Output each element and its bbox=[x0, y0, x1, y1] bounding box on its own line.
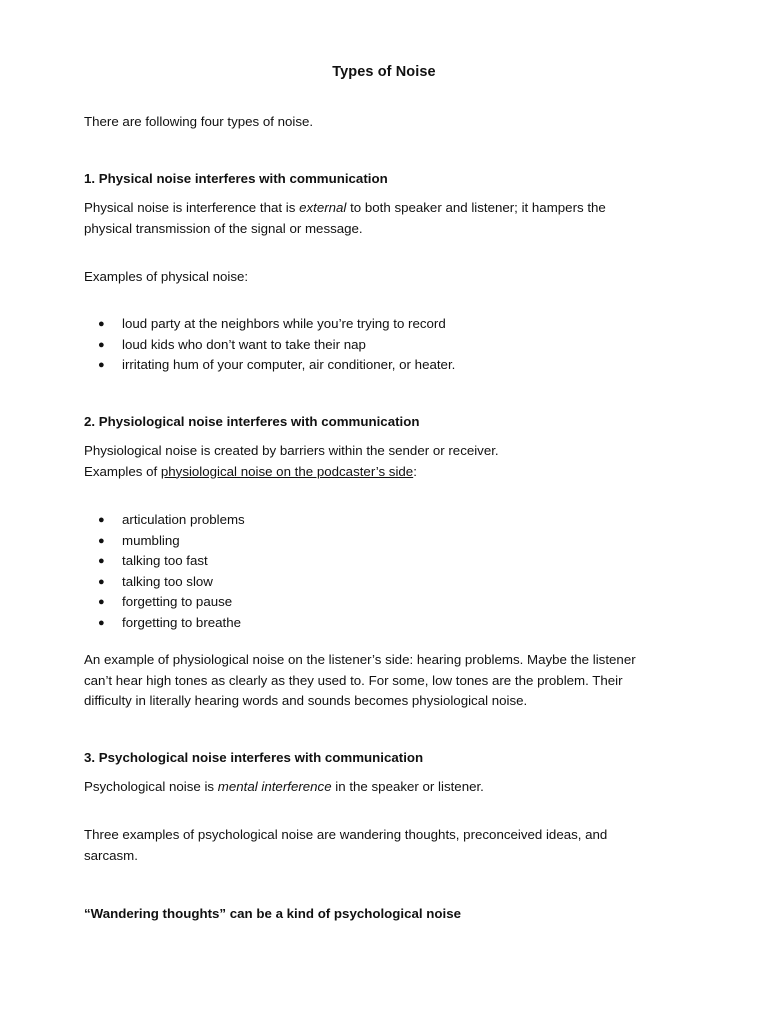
listener-paragraph-line2: can’t hear high tones as clearly as they used to. For some, low tones are the problem. Their bbox=[84, 672, 623, 688]
psychological-paragraph-text-end: in the speaker or listener. bbox=[331, 779, 484, 794]
list-item bbox=[84, 551, 684, 572]
psychological-examples-line1: Three examples of psychological noise are wandering thoughts, preconceived ideas, and bbox=[84, 827, 608, 842]
listener-paragraph-line1: An example of physiological noise on the listener’s side: hearing problems. Maybe the listener bbox=[84, 652, 636, 667]
list-item-text: forgetting to pause bbox=[122, 594, 233, 609]
physical-paragraph-text-end: to both speaker and listener; it hampers the bbox=[346, 200, 606, 215]
physical-paragraph-line2: physical transmission of the signal or message. bbox=[84, 220, 363, 236]
physical-paragraph bbox=[84, 198, 684, 239]
page-title: Types of Noise bbox=[332, 64, 436, 80]
bullet-icon: ● bbox=[98, 318, 105, 330]
psychological-paragraph-emphasis: mental interference bbox=[217, 779, 332, 794]
section-heading-psychological: 3. Psychological noise interferes with communication bbox=[84, 750, 424, 765]
listener-paragraph-line3: difficulty in literally hearing words and sounds becomes physiological noise. bbox=[84, 693, 528, 708]
list-item bbox=[84, 510, 684, 531]
bullet-icon: ● bbox=[98, 616, 105, 629]
physiological-examples-list bbox=[84, 510, 684, 633]
list-item bbox=[84, 531, 684, 552]
physical-examples-label: Examples of physical noise: bbox=[84, 269, 249, 284]
physical-paragraph-emphasis: external bbox=[299, 200, 347, 215]
psychological-examples-paragraph bbox=[84, 825, 684, 866]
psychological-examples-line2: sarcasm. bbox=[84, 847, 138, 863]
section-heading-physical: 1. Physical noise interferes with communication bbox=[84, 171, 388, 186]
physical-examples-list bbox=[84, 314, 684, 376]
list-item-text: forgetting to breathe bbox=[122, 614, 242, 630]
physiological-examples-text: Examples of bbox=[84, 463, 161, 479]
list-item-text: irritating hum of your computer, air conditioner, or heater. bbox=[122, 357, 456, 372]
list-item bbox=[84, 592, 684, 613]
physical-paragraph-text: Physical noise is interference that is bbox=[84, 200, 300, 215]
physiological-examples-underlined: physiological noise on the podcaster’s side bbox=[160, 463, 414, 479]
section-heading-physiological: 2. Physiological noise interferes with communication bbox=[84, 414, 420, 429]
subheading-wandering-thoughts: “Wandering thoughts” can be a kind of psychological noise bbox=[84, 906, 462, 921]
list-item bbox=[84, 613, 684, 634]
physiological-paragraph bbox=[84, 441, 684, 482]
list-item-text: talking too fast bbox=[122, 553, 208, 568]
bullet-icon: ● bbox=[98, 359, 105, 371]
list-item-text: talking too slow bbox=[122, 573, 213, 589]
bullet-icon: ● bbox=[98, 575, 105, 588]
bullet-icon: ● bbox=[98, 596, 105, 608]
list-item-text: articulation problems bbox=[122, 512, 245, 527]
physiological-paragraph-text: Physiological noise is created by barriers within the sender or receiver. bbox=[84, 443, 499, 458]
list-item bbox=[84, 355, 684, 376]
list-item bbox=[84, 572, 684, 593]
bullet-icon: ● bbox=[98, 555, 105, 567]
list-item-text: loud party at the neighbors while you’re trying to record bbox=[122, 316, 446, 331]
bullet-icon: ● bbox=[98, 338, 105, 351]
bullet-icon: ● bbox=[98, 534, 105, 547]
list-item bbox=[84, 335, 684, 356]
physiological-examples-colon: : bbox=[413, 463, 417, 479]
list-item-text: loud kids who don’t want to take their nap bbox=[122, 336, 366, 352]
list-item bbox=[84, 314, 684, 335]
psychological-paragraph-text: Psychological noise is bbox=[84, 779, 218, 794]
list-item-text: mumbling bbox=[122, 532, 180, 548]
psychological-paragraph bbox=[84, 777, 684, 798]
bullet-icon: ● bbox=[98, 514, 105, 526]
listener-paragraph bbox=[84, 650, 684, 712]
intro-paragraph: There are following four types of noise. bbox=[84, 114, 314, 129]
